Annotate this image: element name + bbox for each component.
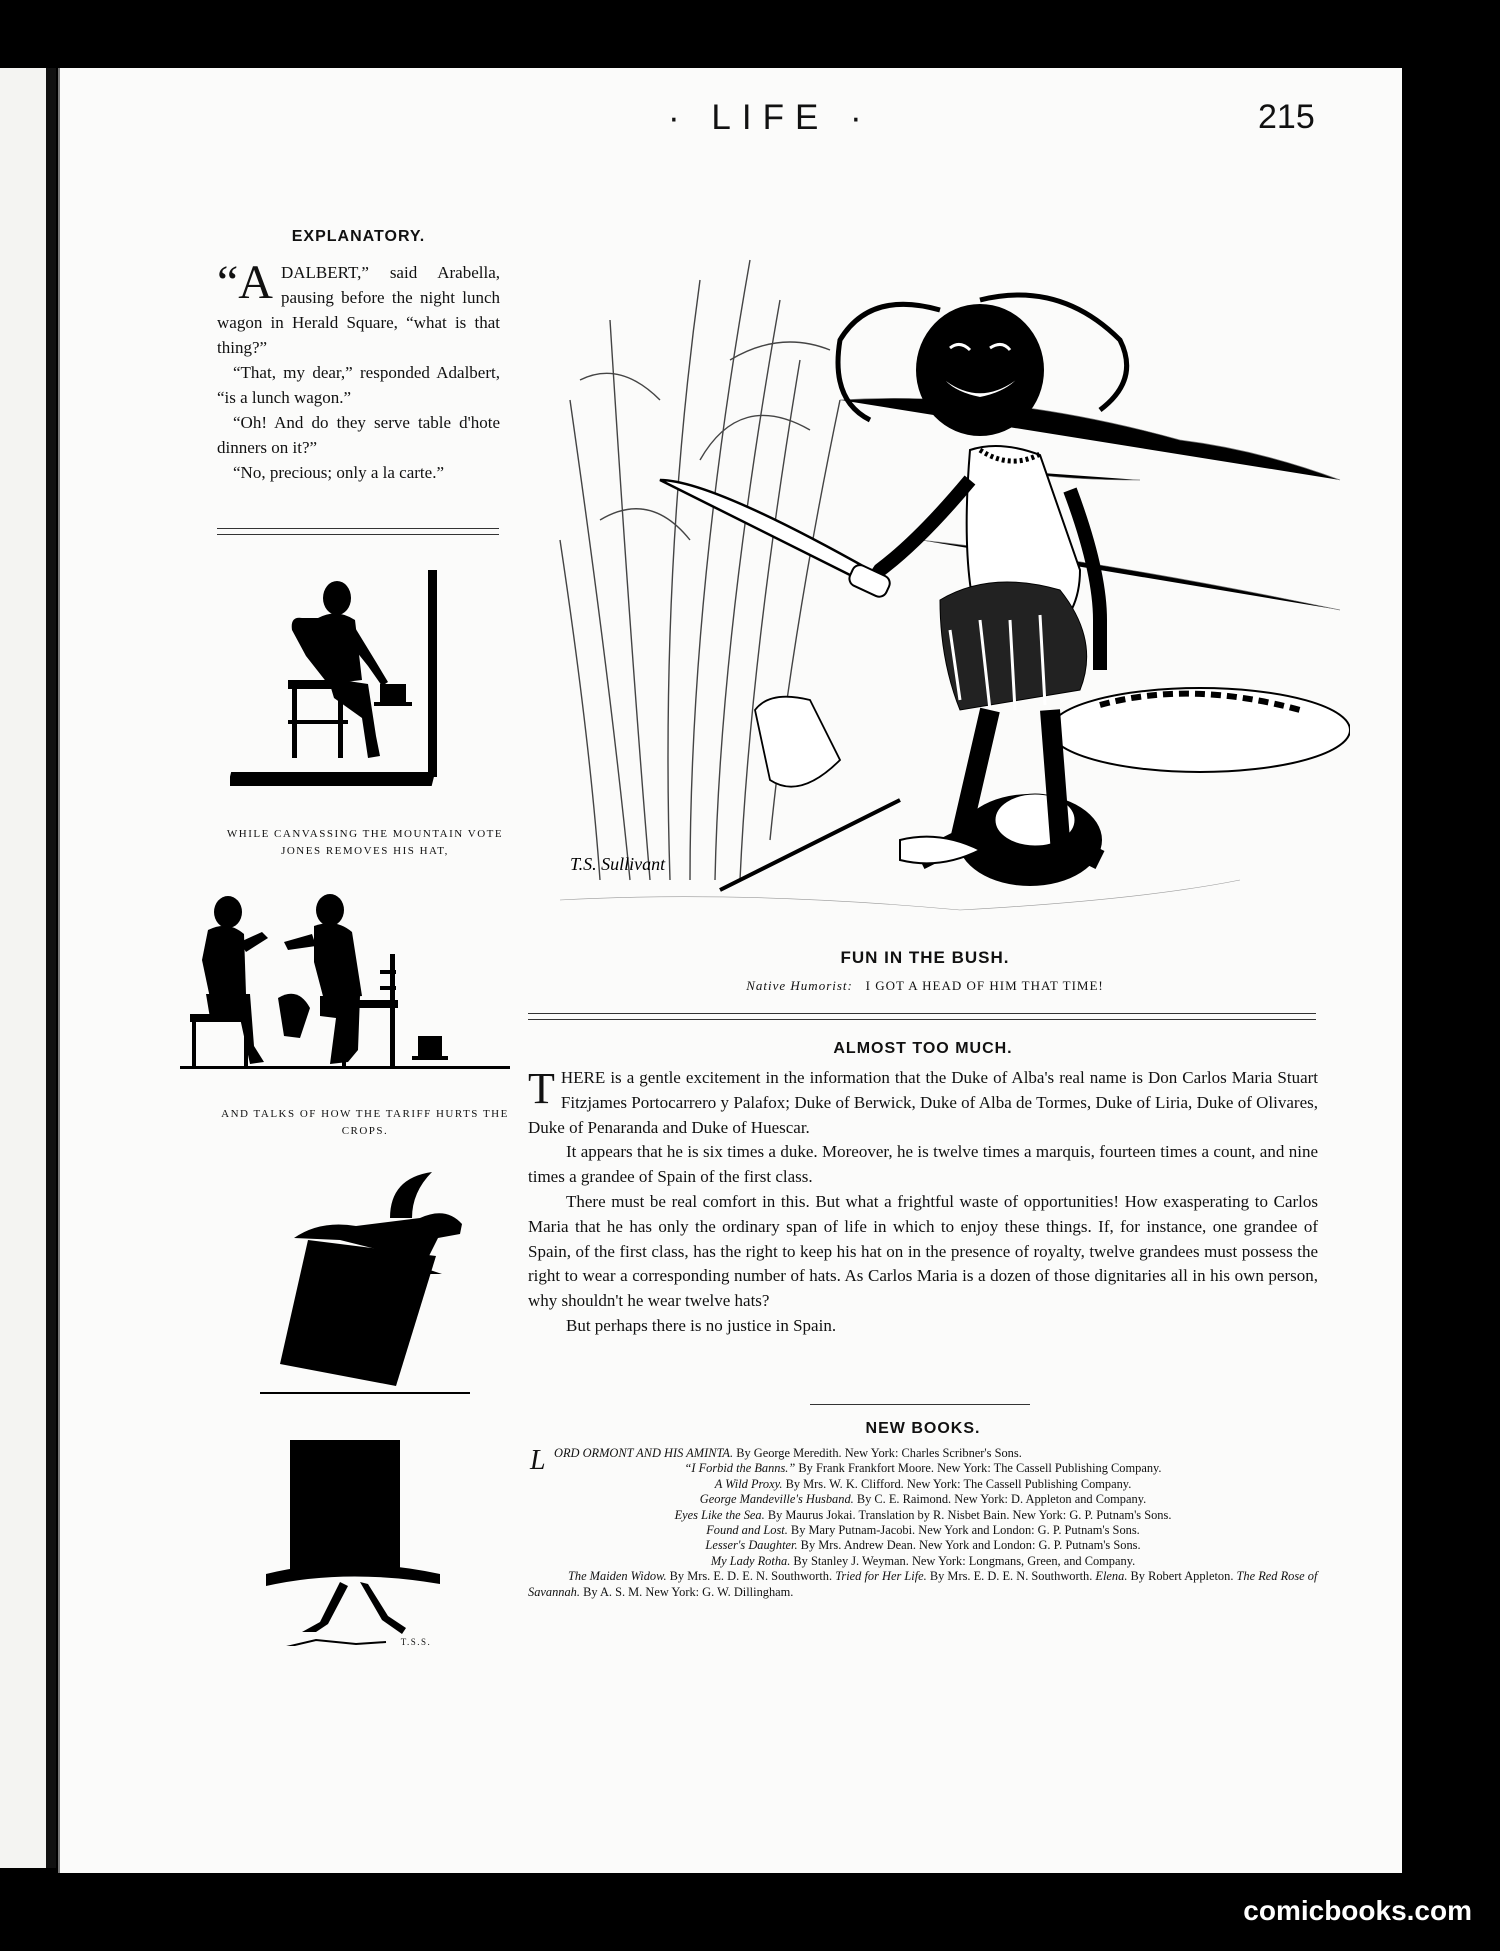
new-books-section [528, 1420, 1318, 1600]
silhouette-two-men-talking [180, 890, 520, 1090]
almost-heading: ALMOST TOO MUCH. [833, 1040, 1013, 1057]
almost-too-much-article [528, 1040, 1318, 1339]
short-rule [810, 1404, 1030, 1405]
masthead: · LIFE · [668, 98, 873, 137]
book-entry: Lesser's Daughter. By Mrs. Andrew Dean. New York and London: G. P. Putnam's Sons. [705, 1538, 1141, 1553]
new-books-heading: NEW BOOKS. [865, 1420, 981, 1437]
silhouette-signature: T.S.S. [400, 1637, 432, 1647]
book-entry: Eyes Like the Sea. By Maurus Jokai. Translation by R. Nisbet Bain. New York: G. P. Putnam's Sons. [674, 1507, 1172, 1522]
drop-cap: T [528, 1064, 555, 1113]
silhouette-crow-on-hat [260, 1170, 490, 1400]
almost-paragraph: But perhaps there is no justice in Spain. [566, 1315, 837, 1335]
book-entry: “I Forbid the Banns.” By Frank Frankfort Moore. New York: The Cassell Publishing Company. [684, 1461, 1162, 1476]
almost-paragraph: THERE is a gentle excitement in the information that the Duke of Alba's real name is Don Carlos Maria Stuart Fitzjames Portocarrero y Palafox; Duke of Berwick, Duke of Alba de Tormes, Duke of Liria, Duke of Olivares, Duke of Penaranda and Duke of Huescar. [528, 1064, 1318, 1137]
almost-paragraph: There must be real comfort in this. But what a frightful waste of opportunities! How exasperating to Carlos Maria that he has only the ordinary span of life in which to enjoy these things. If, for instance, one grandee of Spain, of the first class, has the right to keep his hat on in the presence of royalty, twelve grandees must possess the right to wear a corresponding number of hats. As Carlos Maria is a dozen of those dignitaries all in his own person, why shouldn't he wear twelve hats? [528, 1191, 1318, 1311]
book-entry: Found and Lost. By Mary Putnam-Jacobi. New York and London: G. P. Putnam's Sons. [706, 1523, 1140, 1538]
book-entry: My Lady Rotha. By Stanley J. Weyman. New York: Longmans, Green, and Company. [710, 1553, 1136, 1568]
book-entry: A Wild Proxy. By Mrs. W. K. Clifford. New York: The Cassell Publishing Company. [714, 1476, 1132, 1491]
site-watermark: comicbooks.com [1243, 1895, 1472, 1926]
dialogue-line: I GOT A HEAD OF HIM THAT TIME! [865, 978, 1104, 993]
illustration-title: FUN IN THE BUSH. [840, 948, 1010, 967]
book-entry: L ORD ORMONT AND HIS AMINTA. By George Meredith. New York: Charles Scribner's Sons. [530, 1445, 1022, 1476]
explanatory-paragraph: “No, precious; only a la carte.” [233, 463, 444, 482]
book-list [528, 1446, 1318, 1600]
explanatory-paragraph: “That, my dear,” responded Adalbert, “is a lunch wagon.” [217, 363, 500, 407]
book-entry: George Mandeville's Husband. By C. E. Raimond. New York: D. Appleton and Company. [699, 1492, 1147, 1507]
speaker-label: Native Humorist: [746, 978, 853, 993]
divider-rule [217, 528, 499, 535]
explanatory-article [217, 228, 500, 485]
silhouette-caption-2: AND TALKS OF HOW THE TARIFF HURTS THE CROPS. [221, 1108, 509, 1137]
silhouette-walking-hat [256, 1436, 486, 1646]
explanatory-paragraph: “ADALBERT,” said Arabella, pausing before the night lunch wagon in Herald Square, “what is that thing?” [217, 256, 500, 357]
book-entry: The Maiden Widow. By Mrs. E. D. E. N. Southworth. Tried for Her Life. By Mrs. E. D. E. N. Southworth. Elena. By Robert Appleton. The Red Rose of Savannah. By A. S. M. New York: G. W. Dillingham. [528, 1569, 1318, 1599]
page-number: 215 [1258, 98, 1315, 136]
book-gutter [46, 68, 56, 1868]
illustration-signature: T.S. Sullivant [570, 854, 666, 874]
facing-page-edge [0, 68, 46, 1868]
drop-cap: L [530, 1445, 546, 1476]
illustration-dialogue [540, 978, 1310, 994]
drop-cap: “A [217, 256, 273, 309]
explanatory-heading: EXPLANATORY. [291, 228, 426, 245]
silhouette-caption-1: WHILE CANVASSING THE MOUNTAIN VOTE JONES REMOVES HIS HAT, [226, 828, 504, 857]
divider-rule [528, 1013, 1316, 1020]
illustration-caption [540, 948, 1310, 994]
explanatory-paragraph: “Oh! And do they serve table d'hote dinners on it?” [217, 413, 500, 457]
fun-in-the-bush-illustration [540, 240, 1350, 920]
almost-paragraph: It appears that he is six times a duke. Moreover, he is twelve times a marquis, fourteen times a count, and nine times a grandee of Spain of the first class. [528, 1142, 1318, 1187]
silhouette-man-removing-hat [230, 560, 470, 820]
